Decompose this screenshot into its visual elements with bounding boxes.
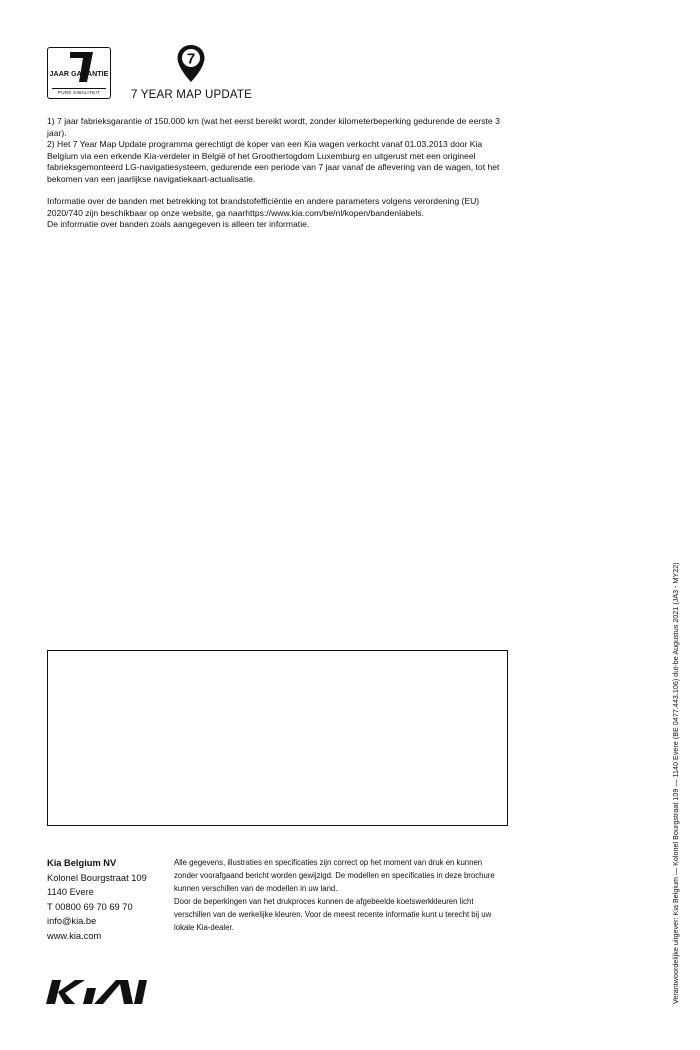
company-name: Kia Belgium NV — [47, 858, 117, 868]
warranty-badge-divider — [52, 88, 106, 89]
publisher-side-text: Verantwoordelijke uitgever: Kia Belgium — Kolonel Bourgstraat 109 — 1140 Evere (BE 0477.443.106) dut-be Augustus 2021 (JA3 - MY22) — [672, 562, 680, 1004]
company-city: 1140 Evere — [47, 887, 94, 898]
company-address — [47, 856, 147, 944]
company-website: www.kia.com — [47, 930, 102, 941]
disclaimer — [174, 856, 508, 934]
footnote-1: 1) 7 jaar fabrieksgarantie of 150.000 km (wat het eerst bereikt wordt, zonder kilometerbeperking gedurende de eerste 3 jaar). — [47, 116, 500, 138]
footnote-2: 2) Het 7 Year Map Update programma gerechtigt de koper van een Kia wagen verkocht vanaf 01.03.2013 door Kia Belgium via een erkende Kia-verdeler in België of het Groothertogdom Luxemburg en uitgerust met een origineel fabrieksgemonteerd LG-navigatiesysteem, gedurende een periode van 7 jaar vanaf de aflevering van de wagen, tot het bekomen van een jaarlijkse navigatiekaart-actualisatie. — [47, 139, 500, 184]
warranty-badge-label: JAAR GARANTIE — [49, 71, 109, 78]
dealer-stamp-box — [47, 650, 508, 826]
company-phone: T 00800 69 70 69 70 — [47, 901, 133, 912]
disclaimer-paragraph-1: Alle gegevens, illustraties en specificaties zijn correct op het moment van druk en kunnen zonder voorafgaand bericht worden gewijzigd. De modellen en specificaties in deze brochure kunnen verschillen van de modellen in uw land. — [174, 858, 495, 893]
company-email: info@kia.be — [47, 916, 97, 927]
map-update-title: 7 YEAR MAP UPDATE — [131, 89, 252, 101]
company-street: Kolonel Bourgstraat 109 — [47, 872, 147, 883]
map-pin-icon — [176, 44, 206, 84]
tyre-info: Informatie over de banden met betrekking tot brandstofefficiëntie en andere parameters volgens verordening (EU) 2020/740 zijn beschikbaar op onze website, ga naarhttps://www.kia.com/be/nl/kopen/bandenlabels. — [47, 196, 480, 218]
warranty-badge — [47, 47, 111, 99]
warranty-badge-sublabel: PURE KWALITEIT — [57, 90, 101, 95]
tyre-info-note: De informatie over banden zoals aangegeven is alleen ter informatie. — [47, 219, 310, 229]
footnotes — [47, 116, 512, 231]
disclaimer-paragraph-2: Door de beperkingen van het drukproces kunnen de afgebeelde koetswerkkleuren licht verschillen van de werkelijke kleuren. Voor de meest recente informatie kunt u terecht bij uw lokale Kia-dealer. — [174, 897, 492, 932]
map-pin-number: 7 — [186, 50, 196, 68]
kia-logo — [46, 978, 150, 1006]
